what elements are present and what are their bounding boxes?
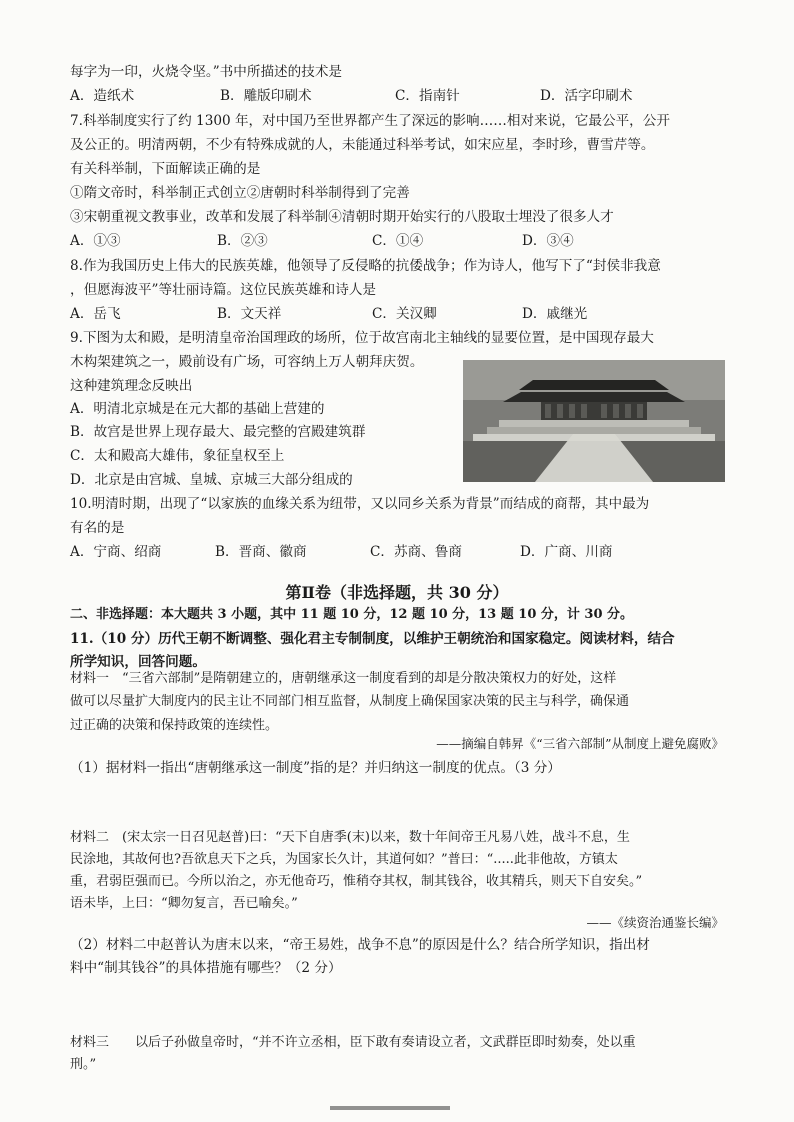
material2-line: 重，君弱臣强而已。今所以治之，亦无他奇巧，惟稍夺其权，制其钱谷，收其精兵，则天下自安矣。” xyxy=(70,874,643,889)
material3-line: 材料三 以后子孙做皇帝时，“并不许立丞相，臣下敢有奏请设立者，文武群臣即时劾奏，处以重 xyxy=(70,1035,636,1050)
q9-option-d[interactable]: D．北京是由宫城、皇城、京城三大部分组成的 xyxy=(70,472,353,488)
material2-source: ——《续资治通鉴长编》 xyxy=(586,915,724,930)
q9-option-a[interactable]: A．明清北京城是在元大都的基础上营建的 xyxy=(70,401,325,417)
q6-options xyxy=(70,86,730,106)
material2-line: 语未毕，上曰：“卿勿复言，吾已喻矣。” xyxy=(70,896,298,911)
q9-option-c[interactable]: C．太和殿高大雄伟，象征皇权至上 xyxy=(70,448,285,464)
q8-option-d[interactable]: D．戚继光 xyxy=(522,306,588,322)
q9-option-b[interactable]: B．故宫是世界上现存最大、最完整的宫殿建筑群 xyxy=(70,424,366,440)
section-title: 第Ⅱ卷（非选择题，共 30 分） xyxy=(285,583,509,602)
q11-sub1: （1）据材料一指出“唐朝继承这一制度”指的是？并归纳这一制度的优点。（3 分） xyxy=(70,760,561,776)
q7-line: 及公正的。明清两朝，不少有特殊成就的人，未能通过科举考试，如宋应星，李时珍，曹雪芹等。 xyxy=(70,137,655,153)
q10-option-a[interactable]: A．宁商、绍商 xyxy=(70,544,162,560)
q9-line: 木构架建筑之一，殿前设有广场，可容纳上万人朝拜庆贺。 xyxy=(70,354,424,370)
q10-line: 10.明清时期，出现了“以家族的血缘关系为纽带，又以同乡关系为背景”而结成的商帮，其中最为 xyxy=(70,496,650,512)
q6-option-c[interactable]: C．指南针 xyxy=(395,88,460,104)
q8-option-c[interactable]: C．关汉卿 xyxy=(372,306,437,322)
page-footer-mark xyxy=(330,1104,450,1114)
q7-line: ①隋文帝时，科举制正式创立②唐朝时科举制得到了完善 xyxy=(70,185,410,201)
q8-line: ，但愿海波平”等壮丽诗篇。这位民族英雄和诗人是 xyxy=(70,282,377,298)
q10-option-c[interactable]: C．苏商、鲁商 xyxy=(370,544,462,560)
q11-line: 所学知识，回答问题。 xyxy=(70,654,206,670)
material2-line: 材料二 (宋太宗一日召见赵普)曰：“天下自唐季(末)以来，数十年间帝王凡易八姓，战斗不息，生 xyxy=(70,830,630,845)
q6-option-b[interactable]: B．雕版印刷术 xyxy=(220,88,312,104)
q8-option-a[interactable]: A．岳飞 xyxy=(70,306,121,322)
q7-option-b[interactable]: B．②③ xyxy=(217,233,268,249)
q7-line: 7.科举制度实行了约 1300 年，对中国乃至世界都产生了深远的影响……相对来说，它最公平，公开 xyxy=(70,113,670,129)
material1-line: 过正确的决策和保持政策的连续性。 xyxy=(70,718,279,733)
q11-line: 11.（10 分）历代王朝不断调整、强化君主专制制度，以维护王朝统治和国家稳定。阅读材料，结合 xyxy=(70,631,675,647)
q11-sub2: （2）材料二中赵普认为唐末以来，“帝王易姓，战争不息”的原因是什么？结合所学知识，指出材 xyxy=(70,937,650,953)
q8-line: 8.作为我国历史上伟大的民族英雄，他领导了反侵略的抗倭战争；作为诗人，他写下了“封侯非我意 xyxy=(70,258,661,274)
material1-line: 材料一 “三省六部制”是隋朝建立的，唐朝继承这一制度看到的却是分散决策权力的好处，这样 xyxy=(70,671,617,686)
q6-tail: 每字为一印，火烧令坚。”书中所描述的技术是 xyxy=(70,64,343,80)
q8-options xyxy=(70,304,730,324)
q9-line: 9.下图为太和殿，是明清皇帝治国理政的场所，位于故宫南北主轴线的显要位置，是中国现存最大 xyxy=(70,330,654,346)
taihe-hall-photo xyxy=(463,360,725,482)
q10-options xyxy=(70,542,730,562)
q10-line: 有名的是 xyxy=(70,520,125,536)
q10-option-d[interactable]: D．广商、川商 xyxy=(520,544,613,560)
material1-line: 做可以尽量扩大制度内的民主让不同部门相互监督，从制度上确保国家决策的民主与科学，确保通 xyxy=(70,694,630,709)
material3-line: 刑。” xyxy=(70,1057,97,1072)
q6-option-d[interactable]: D．活字印刷术 xyxy=(540,88,633,104)
q11-sub2: 料中“制其钱谷”的具体措施有哪些？（2 分） xyxy=(70,960,342,976)
material2-line: 民涂地，其故何也?吾欲息天下之兵，为国家长久计，其道何如？”普曰：“.....此非他故，方镇太 xyxy=(70,852,618,867)
q6-option-a[interactable]: A．造纸术 xyxy=(70,88,135,104)
q9-line: 这种建筑理念反映出 xyxy=(70,378,193,394)
q7-option-a[interactable]: A．①③ xyxy=(70,233,121,249)
q7-line: 有关科举制，下面解读正确的是 xyxy=(70,161,261,177)
q10-option-b[interactable]: B．晋商、徽商 xyxy=(215,544,307,560)
q7-options xyxy=(70,231,730,251)
q7-line: ③宋朝重视文教事业，改革和发展了科举制④清朝时期开始实行的八股取士埋没了很多人才 xyxy=(70,209,614,225)
q7-option-d[interactable]: D．③④ xyxy=(522,233,574,249)
q8-option-b[interactable]: B．文天祥 xyxy=(217,306,282,322)
material1-source: ——摘编自韩昇《“三省六部制”从制度上避免腐败》 xyxy=(436,736,724,751)
q7-option-c[interactable]: C．①④ xyxy=(372,233,424,249)
part2-heading: 二、非选择题：本大题共 3 小题，其中 11 题 10 分，12 题 10 分，13 题 10 分，计 30 分。 xyxy=(70,607,634,622)
